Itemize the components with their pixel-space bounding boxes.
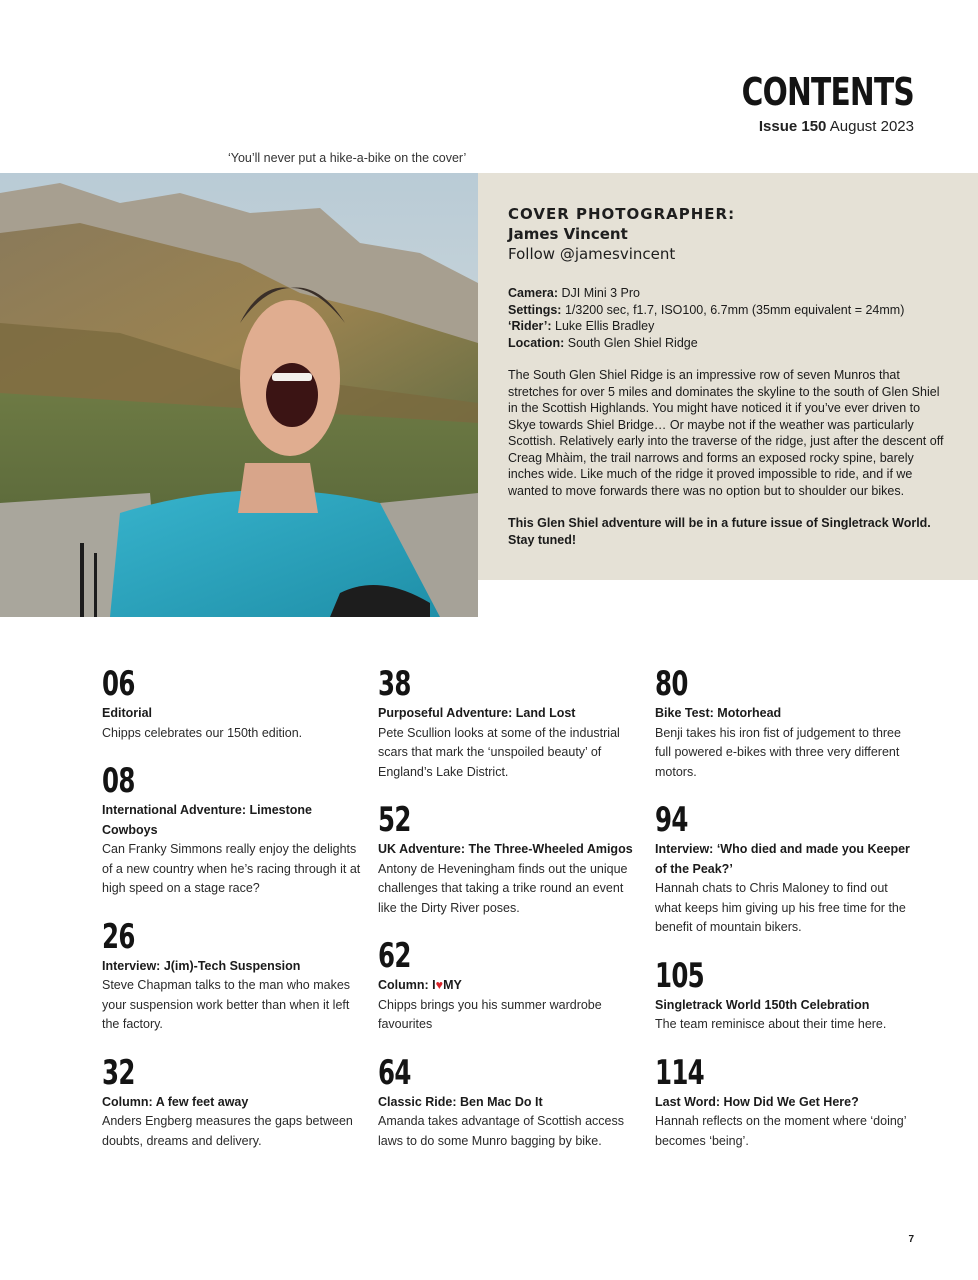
cover-description: The South Glen Shiel Ridge is an impressive row of seven Munros that stretches for over 5 miles and dominates the skyline to the south of Glen Shiel in the Scottish Highlands. You might have noticed it if you’ve ever driven to Skye towards Shiel Bridge… Or maybe not if the weather was particularly Scottish. Relatively early into the traverse of the ridge, just after the descent off Creag Mhàim, the trail narrows and forms an exposed rocky spine, barely inches wide. Like much of the ridge it proved impossible to ride, and if we wanted to move forwards there was no option but to shoulder our bikes. <box>508 368 944 498</box>
spec-value: South Glen Shiel Ridge <box>567 335 698 350</box>
spec-location <box>508 335 948 352</box>
toc-entry[interactable] <box>655 800 917 938</box>
toc-description: Anders Engberg measures the gaps between doubts, dreams and delivery. <box>102 1114 353 1148</box>
toc-description: Chipps celebrates our 150th edition. <box>102 725 303 740</box>
toc-title: Interview: J(im)-Tech Suspension <box>102 958 301 973</box>
toc-title: Classic Ride: Ben Mac Do It <box>378 1094 543 1109</box>
page-title: CONTENTS <box>741 70 914 114</box>
toc-description: The team reminisce about their time here. <box>655 1017 887 1031</box>
toc-entry[interactable] <box>102 664 364 743</box>
toc-entry[interactable] <box>655 1053 917 1152</box>
toc-title <box>378 976 640 996</box>
cover-quote: ‘You’ll never put a hike-a-bike on the cover’ <box>228 151 467 165</box>
spec-value: DJI Mini 3 Pro <box>561 286 641 300</box>
photo-specs <box>508 285 948 351</box>
toc-description: Steve Chapman talks to the man who makes your suspension work better than when it left the factory. <box>102 978 351 1031</box>
toc-title: Singletrack World 150th Celebration <box>655 997 870 1012</box>
spec-rider <box>508 318 948 335</box>
photographer-name: James Vincent <box>508 225 628 243</box>
toc-description: Can Franky Simmons really enjoy the delights of a new country when he’s racing through it at high speed on a stage race? <box>102 842 361 895</box>
toc-title-prefix: Column: I <box>378 978 436 992</box>
issue-number: Issue 150 <box>758 118 827 135</box>
toc-entry[interactable] <box>378 664 640 782</box>
spec-label: Camera: <box>508 286 559 300</box>
toc-page-number: 64 <box>378 1052 411 1093</box>
toc-title: UK Adventure: The Three-Wheeled Amigos <box>378 842 633 856</box>
toc-page-number: 26 <box>102 916 135 957</box>
page-number: 7 <box>908 1234 914 1245</box>
toc-title: Column: A few feet away <box>102 1094 249 1109</box>
toc-entry[interactable] <box>655 664 917 782</box>
cover-callout: This Glen Shiel adventure will be in a future issue of Singletrack World. Stay tuned! <box>508 516 931 547</box>
toc-title-suffix: MY <box>443 978 462 992</box>
cover-photo <box>0 173 478 617</box>
heart-icon: ♥ <box>435 978 444 992</box>
spec-camera <box>508 285 948 302</box>
toc-description: Amanda takes advantage of Scottish access laws to do some Munro bagging by bike. <box>378 1114 624 1148</box>
toc-page-number: 94 <box>655 800 688 840</box>
spec-label: Location: <box>508 335 565 350</box>
toc-entry[interactable] <box>378 936 640 1035</box>
toc-page-number: 52 <box>378 800 411 840</box>
cover-photo-illustration <box>0 173 478 617</box>
toc-description: Antony de Heveningham finds out the unique challenges that taking a trike round an event like the Dirty River poses. <box>378 861 628 915</box>
photographer-follow: Follow @jamesvincent <box>508 245 676 263</box>
toc-description: Hannah reflects on the moment where ‘doing’ becomes ‘being’. <box>655 1114 907 1148</box>
toc-entry[interactable] <box>378 1053 640 1152</box>
toc-page-number: 105 <box>655 955 704 996</box>
issue-info <box>759 118 914 135</box>
toc-title: Last Word: How Did We Get Here? <box>655 1094 859 1109</box>
toc-title: Bike Test: Motorhead <box>655 706 782 720</box>
toc-entry[interactable] <box>102 917 364 1035</box>
toc-entry[interactable] <box>655 956 917 1035</box>
toc-page-number: 38 <box>378 664 411 704</box>
toc-description: Pete Scullion looks at some of the industrial scars that mark the ‘unspoiled beauty’ of England’s Lake District. <box>378 725 620 779</box>
toc-column-2 <box>378 664 640 1151</box>
toc-title: Purposeful Adventure: Land Lost <box>378 706 576 720</box>
toc-description: Hannah chats to Chris Maloney to find out what keeps him giving up his free time for the benefit of mountain bikers. <box>655 881 906 934</box>
spec-value: Luke Ellis Bradley <box>555 319 655 333</box>
toc-page-number: 114 <box>655 1052 704 1093</box>
cover-info-panel <box>478 173 978 580</box>
toc-description: Chipps brings you his summer wardrobe favourites <box>378 997 602 1031</box>
toc-entry[interactable] <box>378 800 640 918</box>
toc-title: Interview: ‘Who died and made you Keeper of the Peak?’ <box>655 842 910 876</box>
toc-title: International Adventure: Limestone Cowboys <box>102 803 312 837</box>
toc-page-number: 08 <box>102 761 135 801</box>
cover-photographer-heading: COVER PHOTOGRAPHER: <box>508 205 736 223</box>
spec-settings <box>508 302 948 319</box>
toc-page-number: 62 <box>378 936 411 976</box>
toc-page-number: 06 <box>102 664 135 704</box>
issue-date: August 2023 <box>829 118 914 135</box>
spec-label: ‘Rider’: <box>508 319 552 333</box>
spec-label: Settings: <box>508 302 562 317</box>
toc-entry[interactable] <box>102 761 364 899</box>
toc-page-number: 80 <box>655 664 688 704</box>
toc-description: Benji takes his iron fist of judgement to three full powered e-bikes with three very different motors. <box>655 725 901 779</box>
spec-value: 1/3200 sec, f1.7, ISO100, 6.7mm (35mm equivalent = 24mm) <box>564 302 905 317</box>
toc-page-number: 32 <box>102 1052 135 1093</box>
toc-column-3 <box>655 664 917 1151</box>
toc-title: Editorial <box>102 706 153 720</box>
toc-entry[interactable] <box>102 1053 364 1152</box>
toc-column-1 <box>102 664 364 1151</box>
